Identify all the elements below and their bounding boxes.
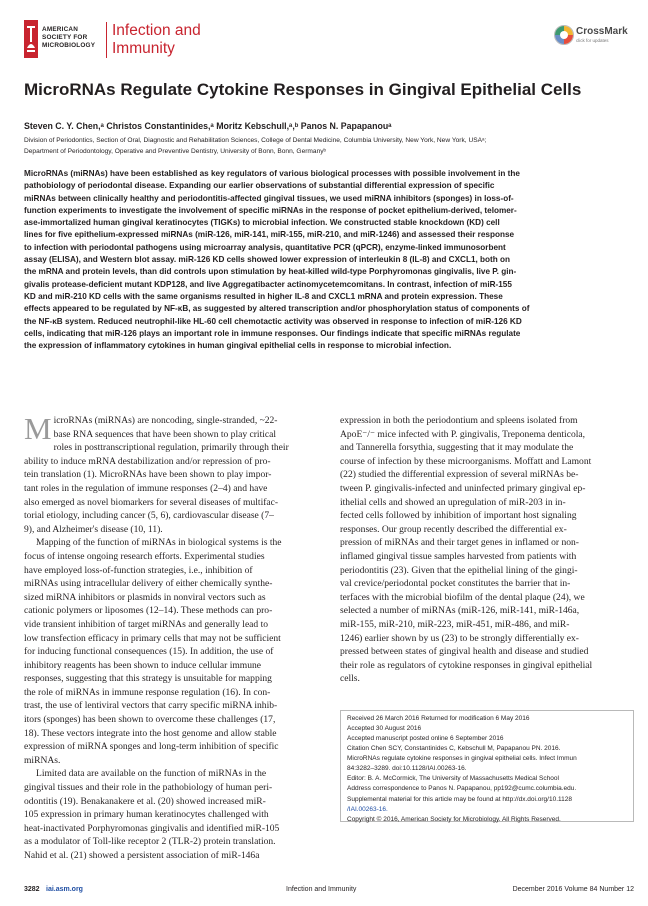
asm-logo-icon <box>24 20 38 58</box>
received-dates: Received 26 March 2016 Returned for modification 6 May 2016 <box>347 715 530 722</box>
citation-line: Citation Chen SCY, Constantinides C, Kebschull M, Papapanou PN. 2016. <box>347 745 561 753</box>
body-line: heat-inactivated Porphyromonas gingivalis and identified miR-105 <box>24 822 280 834</box>
page-number: 3282 <box>24 886 40 893</box>
citation-line: MicroRNAs regulate cytokine responses in gingival epithelial cells. Infect Immun <box>347 755 577 763</box>
posted-date: Accepted manuscript posted online 6 September 2016 <box>347 735 504 743</box>
abstract-line: KD and miR-210 KD cells with the same organisms resulted in higher IL-8 and CXCL1 mRNA and protein expression. These <box>24 291 503 301</box>
abstract-line: MicroRNAs (miRNAs) have been established as key regulators of various biological processes with possible involvement in the <box>24 169 520 178</box>
author-list: Steven C. Y. Chen,ᵃ Christos Constantinides,ᵃ Moritz Kebschull,ᵃ,ᵇ Panos N. Papapanouᵃ <box>24 121 392 131</box>
body-line: have employed loss-of-function strategies, i.e., inhibition of <box>24 564 253 576</box>
article-title: MicroRNAs Regulate Cytokine Responses in Gingival Epithelial Cells <box>24 80 582 99</box>
body-line: Limited data are available on the function of miRNAs in the <box>36 768 267 780</box>
body-line: gingival tissues and their role in the pathobiology of human peri- <box>24 782 273 794</box>
body-line: 1246) earlier shown by us (23) to be strongly differentially ex- <box>340 632 579 644</box>
footer-journal-name: Infection and Immunity <box>286 886 357 893</box>
editor-line: Editor: B. A. McCormick, The University of Massachusetts Medical School <box>347 775 559 783</box>
body-line: also emerged as novel biomarkers for several diseases of multifac- <box>24 496 279 508</box>
abstract-line: effects appeared to be regulated by NF-κB, as suggested by altered transcription and/or phosphorylation status of components of <box>24 304 530 314</box>
body-line: torial etiology, including cancer (5, 6), cardiovascular disease (7– <box>24 510 274 522</box>
copyright-line: Copyright © 2016, American Society for Microbiology. All Rights Reserved. <box>347 815 561 823</box>
abstract-line: cells, indicating that miR-126 plays an important role in immune responses. Our findings indicate that specific miRNAs regulate <box>24 328 521 338</box>
body-line: sized miRNA inhibitors or plasmids in nonviral vectors such as <box>24 591 266 603</box>
abstract-line: function experiments to investigate the involvement of specific miRNAs in the response of pocket epithelium-derived, telomer- <box>24 205 517 215</box>
supplemental-link[interactable]: /IAI.00263-16. <box>347 805 388 813</box>
body-line: ithelial cells and showed an upregulation of miR-203 in in- <box>340 496 566 508</box>
publisher-name: AMERICAN SOCIETY FOR MICROBIOLOGY <box>42 26 96 49</box>
abstract-line: ase-immortalized human gingival keratinocytes (TIGKs) to microbial infection. We constructed stable knockdown (KD) cell <box>24 218 500 228</box>
affiliation-b: Department of Periodontology, Operative and Preventive Dentistry, University of Bonn, Bonn, Germanyᵇ <box>24 147 327 155</box>
body-line: odontitis (19). Benakanakere et al. (20) showed increased miR- <box>24 795 266 807</box>
journal-site-link[interactable]: iai.asm.org <box>46 886 83 893</box>
body-line: miR-155, miR-210, miR-223, miR-451, miR-486, and miR- <box>340 618 570 630</box>
article-info-box <box>340 710 634 822</box>
body-line: miRNAs. <box>24 754 61 766</box>
body-line: 9), and Alzheimer's disease (10, 11). <box>24 523 163 535</box>
body-line: ability to induce mRNA destabilization and/or repression of pro- <box>24 455 271 467</box>
body-line: and Tannerella forsythia, suggesting that it may modulate the <box>340 442 574 454</box>
body-line: the role of miRNAs in immune response regulation (16). In con- <box>24 686 271 698</box>
body-line: responses. Our group recently described the differential ex- <box>340 523 567 535</box>
body-line: course of infection by these microorganisms. Moffatt and Lamont <box>340 455 592 467</box>
drop-cap: M <box>24 411 52 446</box>
abstract-line: pathobiology of periodontal disease. Expanding our earlier observations of substantial differential expression of specific <box>24 181 495 191</box>
body-line: trast, the use of lentiviral vectors that carry specific miRNA inhib- <box>24 700 278 712</box>
body-line: expression of miRNA sponges and long-term inhibition of specific <box>24 741 279 753</box>
abstract-line: assay (ELISA), and Western blot assay. miR-126 KD cells showed lower expression of interleukin 8 (IL-8) and CXCL1, both on <box>24 255 511 265</box>
body-line: periodontitis (23). Given that the epithelial lining of the gingi- <box>340 564 578 576</box>
abstract-line: miRNAs between clinically healthy and periodontitis-affected gingival tissues, we used miRNA inhibitors (sponges) in loss-of- <box>24 193 514 203</box>
abstract-line: to infection with periodontal pathogens using microarray analysis, quantitative PCR (qPCR), enzyme-linked immunosorbent <box>24 242 506 252</box>
affiliations <box>24 136 634 157</box>
body-line: tween P. gingivalis-infected and uninfected primary gingival ep- <box>340 482 586 494</box>
abstract <box>24 168 634 352</box>
body-line: tein translation (1). MicroRNAs have been shown to play impor- <box>24 469 272 481</box>
crossmark-button[interactable] <box>554 24 628 56</box>
body-line: tant roles in the regulation of immune responses (2–4) and have <box>24 482 268 494</box>
issue-info: December 2016 Volume 84 Number 12 <box>512 886 634 893</box>
body-line: miRNAs using intracellular delivery of either chemically synthe- <box>24 578 273 590</box>
body-column-left <box>24 411 324 863</box>
body-line: cationic polymers or liposomes (12–14). These methods can pro- <box>24 605 273 617</box>
body-line: Mapping of the function of miRNAs in biological systems is the <box>36 537 282 549</box>
abstract-line: lines for five epithelium-expressed miRNAs (miR-126, miR-141, miR-155, miR-210, and miR-1246) and assessed their response <box>24 230 515 240</box>
body-line: pressed between states of gingival health and disease and studied <box>340 646 589 658</box>
body-line: ApoE⁻/⁻ mice infected with P. gingivalis, Treponema denticola, <box>340 428 585 440</box>
citation-doi-link[interactable]: 84:3282–3289. doi:10.1128/IAI.00263-16. <box>347 765 467 773</box>
body-line: responses, suggesting that this strategy is unsuitable for mapping <box>24 673 272 685</box>
body-line: icroRNAs (miRNAs) are noncoding, single-stranded, ~22- <box>53 415 278 426</box>
crossmark-label: CrossMark <box>576 26 628 37</box>
body-line: base RNA sequences that have been shown to play critical <box>53 428 277 440</box>
abstract-line: the expression of inflammatory cytokines in human gingival epithelial cells in response to microbial infection. <box>24 341 452 351</box>
abstract-line: the NF-κB system. Reduced neutrophil-like HL-60 cell chemotactic activity was observed in response to infection of miR-126 KD <box>24 316 522 326</box>
body-line: fected cells followed by inhibition of important host signaling <box>340 510 577 522</box>
body-line: pression of miRNAs and their target genes in inflamed or non- <box>340 537 579 549</box>
body-line: itors (sponges) has been shown to overcome these challenges (17, <box>24 714 276 726</box>
body-line: cells. <box>340 673 360 685</box>
body-line: inhibitory reagents has been shown to induce cellular immune <box>24 659 262 671</box>
crossmark-icon <box>554 24 574 46</box>
body-column-right <box>340 414 636 686</box>
body-line: roles in posttranscriptional regulation, primarily through their <box>53 442 289 454</box>
body-line: 105 expression in primary human keratinocytes challenged with <box>24 809 269 821</box>
body-line: their role as regulators of cytokine responses in gingival epithelial <box>340 659 593 671</box>
supplemental-link[interactable]: Supplemental material for this article may be found at http://dx.doi.org/10.1128 <box>347 795 572 803</box>
body-line: as a modulator of Toll-like receptor 2 (TLR-2) protein translation. <box>24 836 276 848</box>
header-divider <box>106 22 107 58</box>
page-footer <box>24 886 634 898</box>
body-line: for inducing functional consequences (15). In addition, the use of <box>24 646 274 658</box>
affiliation-a: Division of Periodontics, Section of Oral, Diagnostic and Rehabilitation Sciences, College of Dental Medicine, Columbia University, New York, New York, USAᵃ; <box>24 137 487 144</box>
body-line: expression in both the periodontium and spleens isolated from <box>340 415 578 426</box>
body-line: (22) studied the differential expression of several miRNAs be- <box>340 469 579 481</box>
body-line: focus of intense ongoing research efforts. Experimental studies <box>24 550 265 562</box>
body-line: val crevice/periodontal pocket constitutes the barrier that in- <box>340 578 571 590</box>
journal-name: Infection and Immunity <box>112 22 201 57</box>
journal-header <box>24 20 628 66</box>
abstract-line: givalis protease-deficient mutant KDP128, and live Aggregatibacter actinomycetemcomitans. In contrast, infection of miR-155 <box>24 279 512 289</box>
correspondence-line: Address correspondence to Panos N. Papapanou, pp192@cumc.columbia.edu. <box>347 785 577 793</box>
body-line: low transfection efficacy in primary cells that may not be sufficient <box>24 632 281 644</box>
body-line: inflamed gingival tissue samples harvested from patients with <box>340 550 577 562</box>
body-line: terfaces with the microbial biofilm of the dental plaque (24), we <box>340 591 585 603</box>
crossmark-sub: click for updates <box>576 38 609 43</box>
body-line: Nahid et al. (21) showed a persistent association of miR-146a <box>24 850 260 861</box>
abstract-line: the mRNA and protein levels, than did controls upon stimulation by heat-killed wild-type Porphyromonas gingivalis, live P. gin- <box>24 267 517 277</box>
body-line: 18). These vectors integrate into the host genome and allow stable <box>24 727 277 739</box>
accepted-date: Accepted 30 August 2016 <box>347 725 422 733</box>
body-line: vide transient inhibition of target miRNAs and generally lead to <box>24 618 269 630</box>
body-line: selected a number of miRNAs (miR-126, miR-141, miR-146a, <box>340 605 580 617</box>
